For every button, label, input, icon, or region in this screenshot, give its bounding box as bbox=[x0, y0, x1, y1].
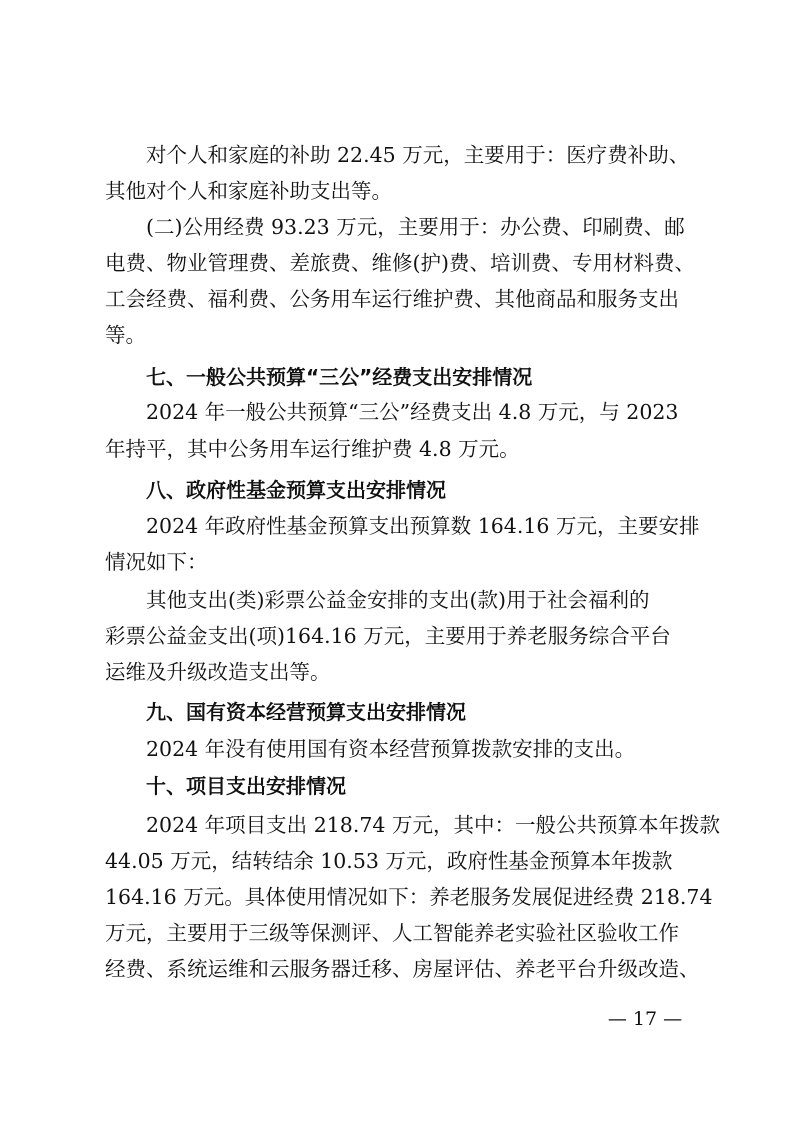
section-heading: 七、一般公共预算“三公”经费支出安排情况 bbox=[146, 365, 533, 389]
paragraph-line: 万元，主要用于三级等保测评、人工智能养老实验社区验收工作 bbox=[105, 921, 679, 945]
paragraph-line: (二)公用经费 93.23 万元，主要用于：办公费、印刷费、邮 bbox=[146, 215, 685, 239]
paragraph-line: 2024 年政府性基金预算支出预算数 164.16 万元，主要安排 bbox=[146, 514, 700, 538]
section-heading: 九、国有资本经营预算支出安排情况 bbox=[146, 700, 466, 724]
paragraph-line: 等。 bbox=[105, 323, 146, 347]
section-heading: 八、政府性基金预算支出安排情况 bbox=[146, 478, 446, 502]
paragraph-line: 运维及升级改造支出等。 bbox=[105, 660, 331, 684]
paragraph-line: 对个人和家庭的补助 22.45 万元，主要用于：医疗费补助、 bbox=[146, 143, 690, 167]
paragraph-line: 经费、系统运维和云服务器迁移、房屋评估、养老平台升级改造、 bbox=[105, 957, 700, 981]
paragraph-line: 2024 年没有使用国有资本经营预算拨款安排的支出。 bbox=[146, 737, 636, 761]
paragraph-line: 彩票公益金支出(项)164.16 万元，主要用于养老服务综合平台 bbox=[105, 624, 671, 648]
paragraph-line: 电费、物业管理费、差旅费、维修(护)费、培训费、专用材料费、 bbox=[105, 251, 695, 275]
paragraph-line: 工会经费、福利费、公务用车运行维护费、其他商品和服务支出 bbox=[105, 287, 679, 311]
paragraph-line: 年持平，其中公务用车运行维护费 4.8 万元。 bbox=[105, 437, 520, 461]
paragraph-line: 164.16 万元。具体使用情况如下：养老服务发展促进经费 218.74 bbox=[105, 885, 713, 909]
paragraph-line: 44.05 万元，结转结余 10.53 万元，政府性基金预算本年拨款 bbox=[105, 849, 673, 873]
paragraph-line: 其他对个人和家庭补助支出等。 bbox=[105, 179, 392, 203]
paragraph-line: 2024 年一般公共预算“三公”经费支出 4.8 万元，与 2023 bbox=[146, 400, 679, 424]
page-number: — 17 — bbox=[607, 1008, 683, 1030]
paragraph-line: 情况如下： bbox=[105, 550, 208, 574]
paragraph-line: 2024 年项目支出 218.74 万元，其中：一般公共预算本年拨款 bbox=[146, 813, 720, 837]
section-heading: 十、项目支出安排情况 bbox=[146, 774, 346, 798]
paragraph-line: 其他支出(类)彩票公益金安排的支出(款)用于社会福利的 bbox=[146, 588, 650, 612]
